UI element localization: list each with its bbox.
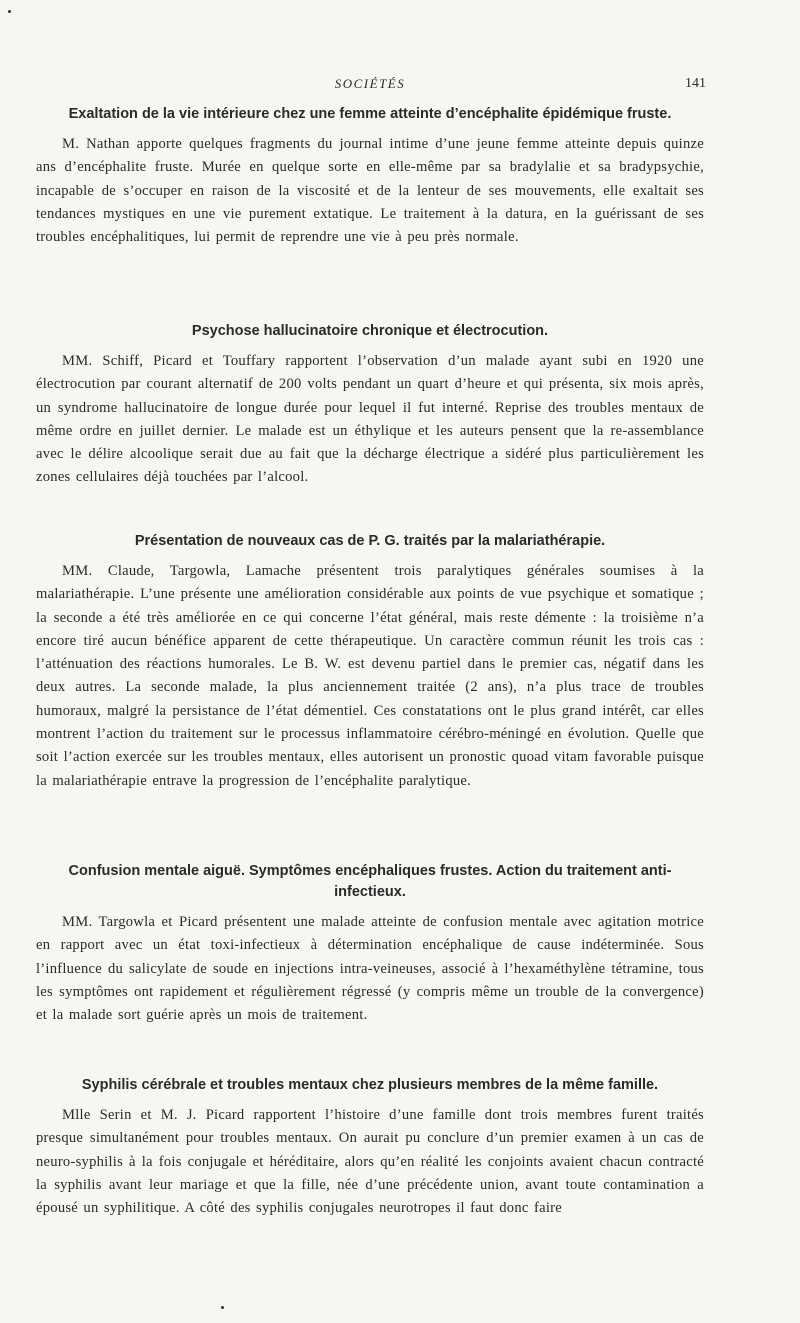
section-title: Présentation de nouveaux cas de P. G. traités par la malariathérapie. (134, 533, 606, 549)
section-body: MM. Claude, Targowla, Lamache présentent trois paralytiques générales soumises à la malariathérapie. L’une présente une amélioration considérable aux points de vue psychique et somatique ; la seconde a été très améliorée en ce qui concerne l’état général, mais reste démente : la troisième n’a encore tiré aucun bénéfice apparent de cette thérapeutique. Un caractère commun réunit les trois cas : l’atténuation des réactions humorales. Le B. W. est devenu partiel dans le premier cas, négatif dans les deux autres. La seconde malade, la plus anciennement traitée (2 ans), n’a plus trace de troubles humoraux, malgré la persistance de l’état démentiel. Ces constatations ont le plus grand intérêt, car elles montrent l’action du traitement sur le processus inflammatoire cérébro-méningé en évolution. Quelle que soit l’action exercée sur les troubles mentaux, elles autorisent un pronostic quoad vitam favorable puisque la malariathérapie entrave la progression de l’encéphalite paralytique. (36, 563, 704, 789)
section-title: Confusion mentale aiguë. Symptômes encéphaliques frustes. Action du traitement anti-infectieux. (68, 863, 672, 900)
section-body: MM. Targowla et Picard présentent une malade atteinte de confusion mentale avec agitation motrice en rapport avec un état toxi-infectieux à détermination encéphalique de cause indéterminée. Sous l’influence du salicylate de soude en injections intra-veineuses, associé à l’hexaméthylène tétramine, tous les symptômes ont rapidement et régulièrement régressé (y compris même un trouble de la convergence) et la malade sort guérie après un mois de traitement. (36, 914, 704, 1024)
running-head (36, 76, 704, 94)
margin-dot-top (8, 10, 11, 13)
margin-dot-bottom (221, 1306, 224, 1309)
section-syphilis (36, 1075, 704, 1220)
section-electrocution (36, 321, 704, 490)
section-malariatherapie (36, 531, 704, 793)
section-title: Psychose hallucinatoire chronique et électrocution. (191, 323, 549, 339)
running-title: SOCIÉTÉS (334, 76, 406, 91)
section-title: Syphilis cérébrale et troubles mentaux chez plusieurs membres de la même famille. (81, 1077, 659, 1093)
section-body: Mlle Serin et M. J. Picard rapportent l’histoire d’une famille dont trois membres furent traités presque simultanément pour troubles mentaux. On aurait pu conclure d’un premier examen à un cas de neuro-syphilis à la fois conjugale et héréditaire, alors qu’en réalité les conjoints avaient chacun contracté la syphilis avant leur mariage et que la fille, née d’une précédente union, avant toute contamination a épousé un syphilitique. A côté des syphilis conjugales neurotropes il faut donc faire (36, 1107, 704, 1217)
section-encephalite (36, 104, 704, 249)
section-title: Exaltation de la vie intérieure chez une femme atteinte d’encéphalite épidémique fruste. (68, 106, 672, 122)
section-body: M. Nathan apporte quelques fragments du journal intime d’une jeune femme atteinte depuis quinze ans d’encéphalite fruste. Murée en quelque sorte en elle-même par sa bradylalie et sa bradypsychie, incapable de s’occuper en raison de la viscosité et de la lenteur de ses mouvements, elle exaltait ses tendances mystiques en une vie purement extatique. Le traitement à la datura, en la guérissant de ses troubles encéphalitiques, lui permit de reprendre une vie à peu près normale. (36, 136, 704, 246)
section-confusion-mentale (36, 861, 704, 1027)
section-body: MM. Schiff, Picard et Touffary rapportent l’observation d’un malade ayant subi en 1920 une électrocution par courant alternatif de 200 volts pendant un quart d’heure et qui présenta, six mois après, un syndrome hallucinatoire de longue durée pour lequel il fut interné. Reprise des troubles mentaux de même ordre en juillet dernier. Le malade est un éthylique et les auteurs pensent que la re-assemblance avec le délire alcoolique serait due au fait que la décharge électrique a sidéré plus particulièrement les zones cellulaires déjà touchées par l’alcool. (36, 353, 704, 486)
page-number: 141 (685, 76, 706, 91)
